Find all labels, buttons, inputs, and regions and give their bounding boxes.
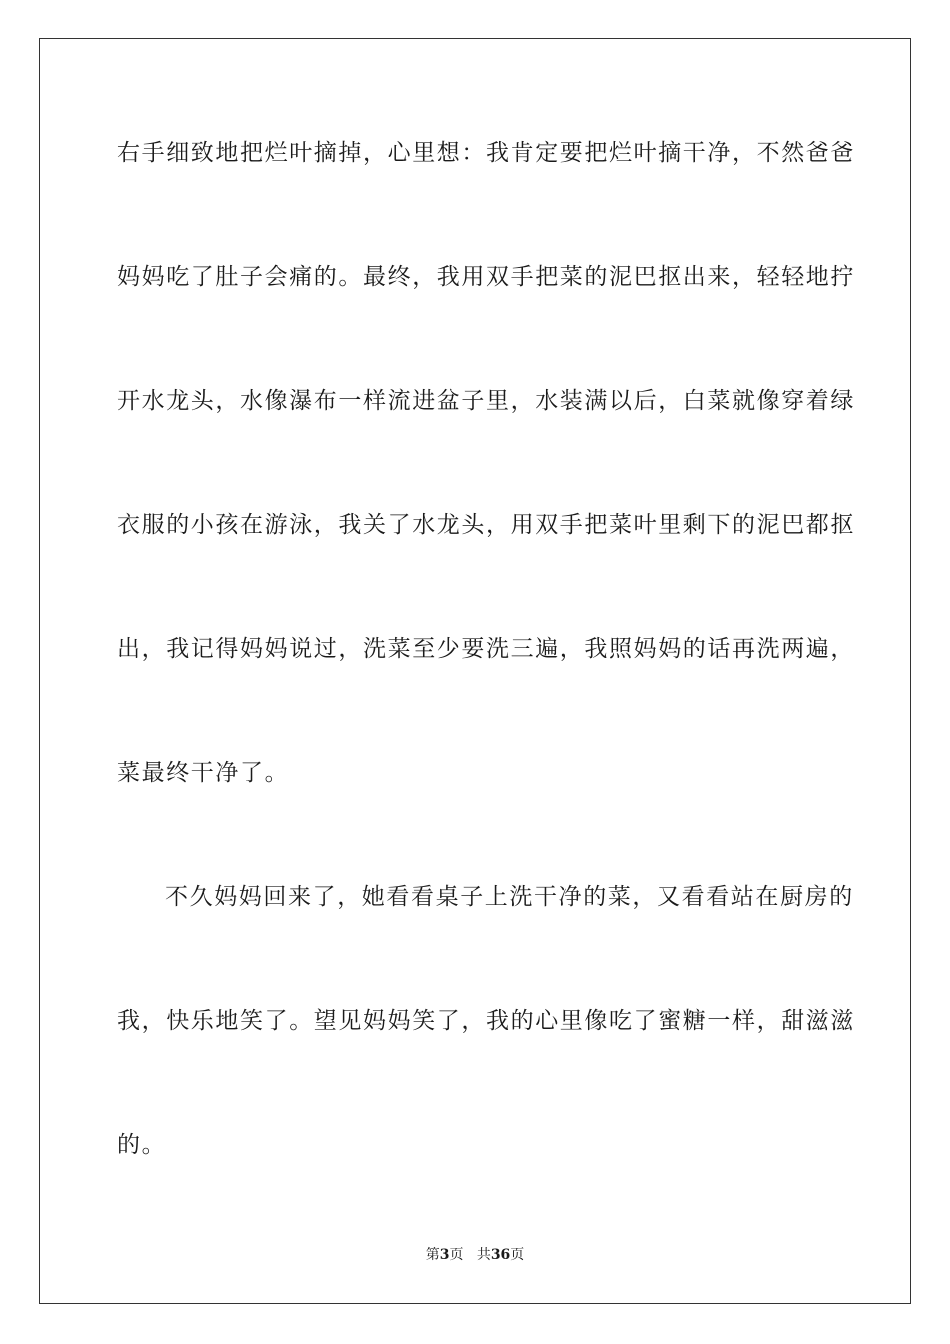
page-number: 3 bbox=[439, 1247, 450, 1263]
text-line-1: 右手细致地把烂叶摘掉，心里想：我肯定要把烂叶摘干净，不然爸爸 bbox=[117, 140, 855, 166]
page-label-suffix: 页 bbox=[449, 1247, 464, 1263]
total-label-prefix: 共 bbox=[476, 1247, 491, 1263]
text-line-7: 不久妈妈回来了，她看看桌子上洗干净的菜，又看看站在厨房的 bbox=[165, 884, 854, 910]
text-line-8: 我，快乐地笑了。望见妈妈笑了，我的心里像吃了蜜糖一样，甜滋滋 bbox=[117, 1008, 855, 1034]
text-line-5: 出，我记得妈妈说过，洗菜至少要洗三遍，我照妈妈的话再洗两遍， bbox=[117, 636, 855, 662]
page-footer bbox=[0, 1246, 950, 1264]
text-line-4: 衣服的小孩在游泳，我关了水龙头，用双手把菜叶里剩下的泥巴都抠 bbox=[117, 512, 855, 538]
text-line-9: 的。 bbox=[117, 1132, 167, 1158]
total-label-suffix: 页 bbox=[510, 1247, 525, 1263]
text-line-6: 菜最终干净了。 bbox=[117, 760, 290, 786]
total-pages: 36 bbox=[490, 1247, 511, 1263]
page-border bbox=[39, 38, 911, 1304]
text-line-3: 开水龙头，水像瀑布一样流进盆子里，水装满以后，白菜就像穿着绿 bbox=[117, 388, 855, 414]
text-line-2: 妈妈吃了肚子会痛的。最终，我用双手把菜的泥巴抠出来，轻轻地拧 bbox=[117, 264, 855, 290]
page-label-prefix: 第 bbox=[425, 1247, 440, 1263]
